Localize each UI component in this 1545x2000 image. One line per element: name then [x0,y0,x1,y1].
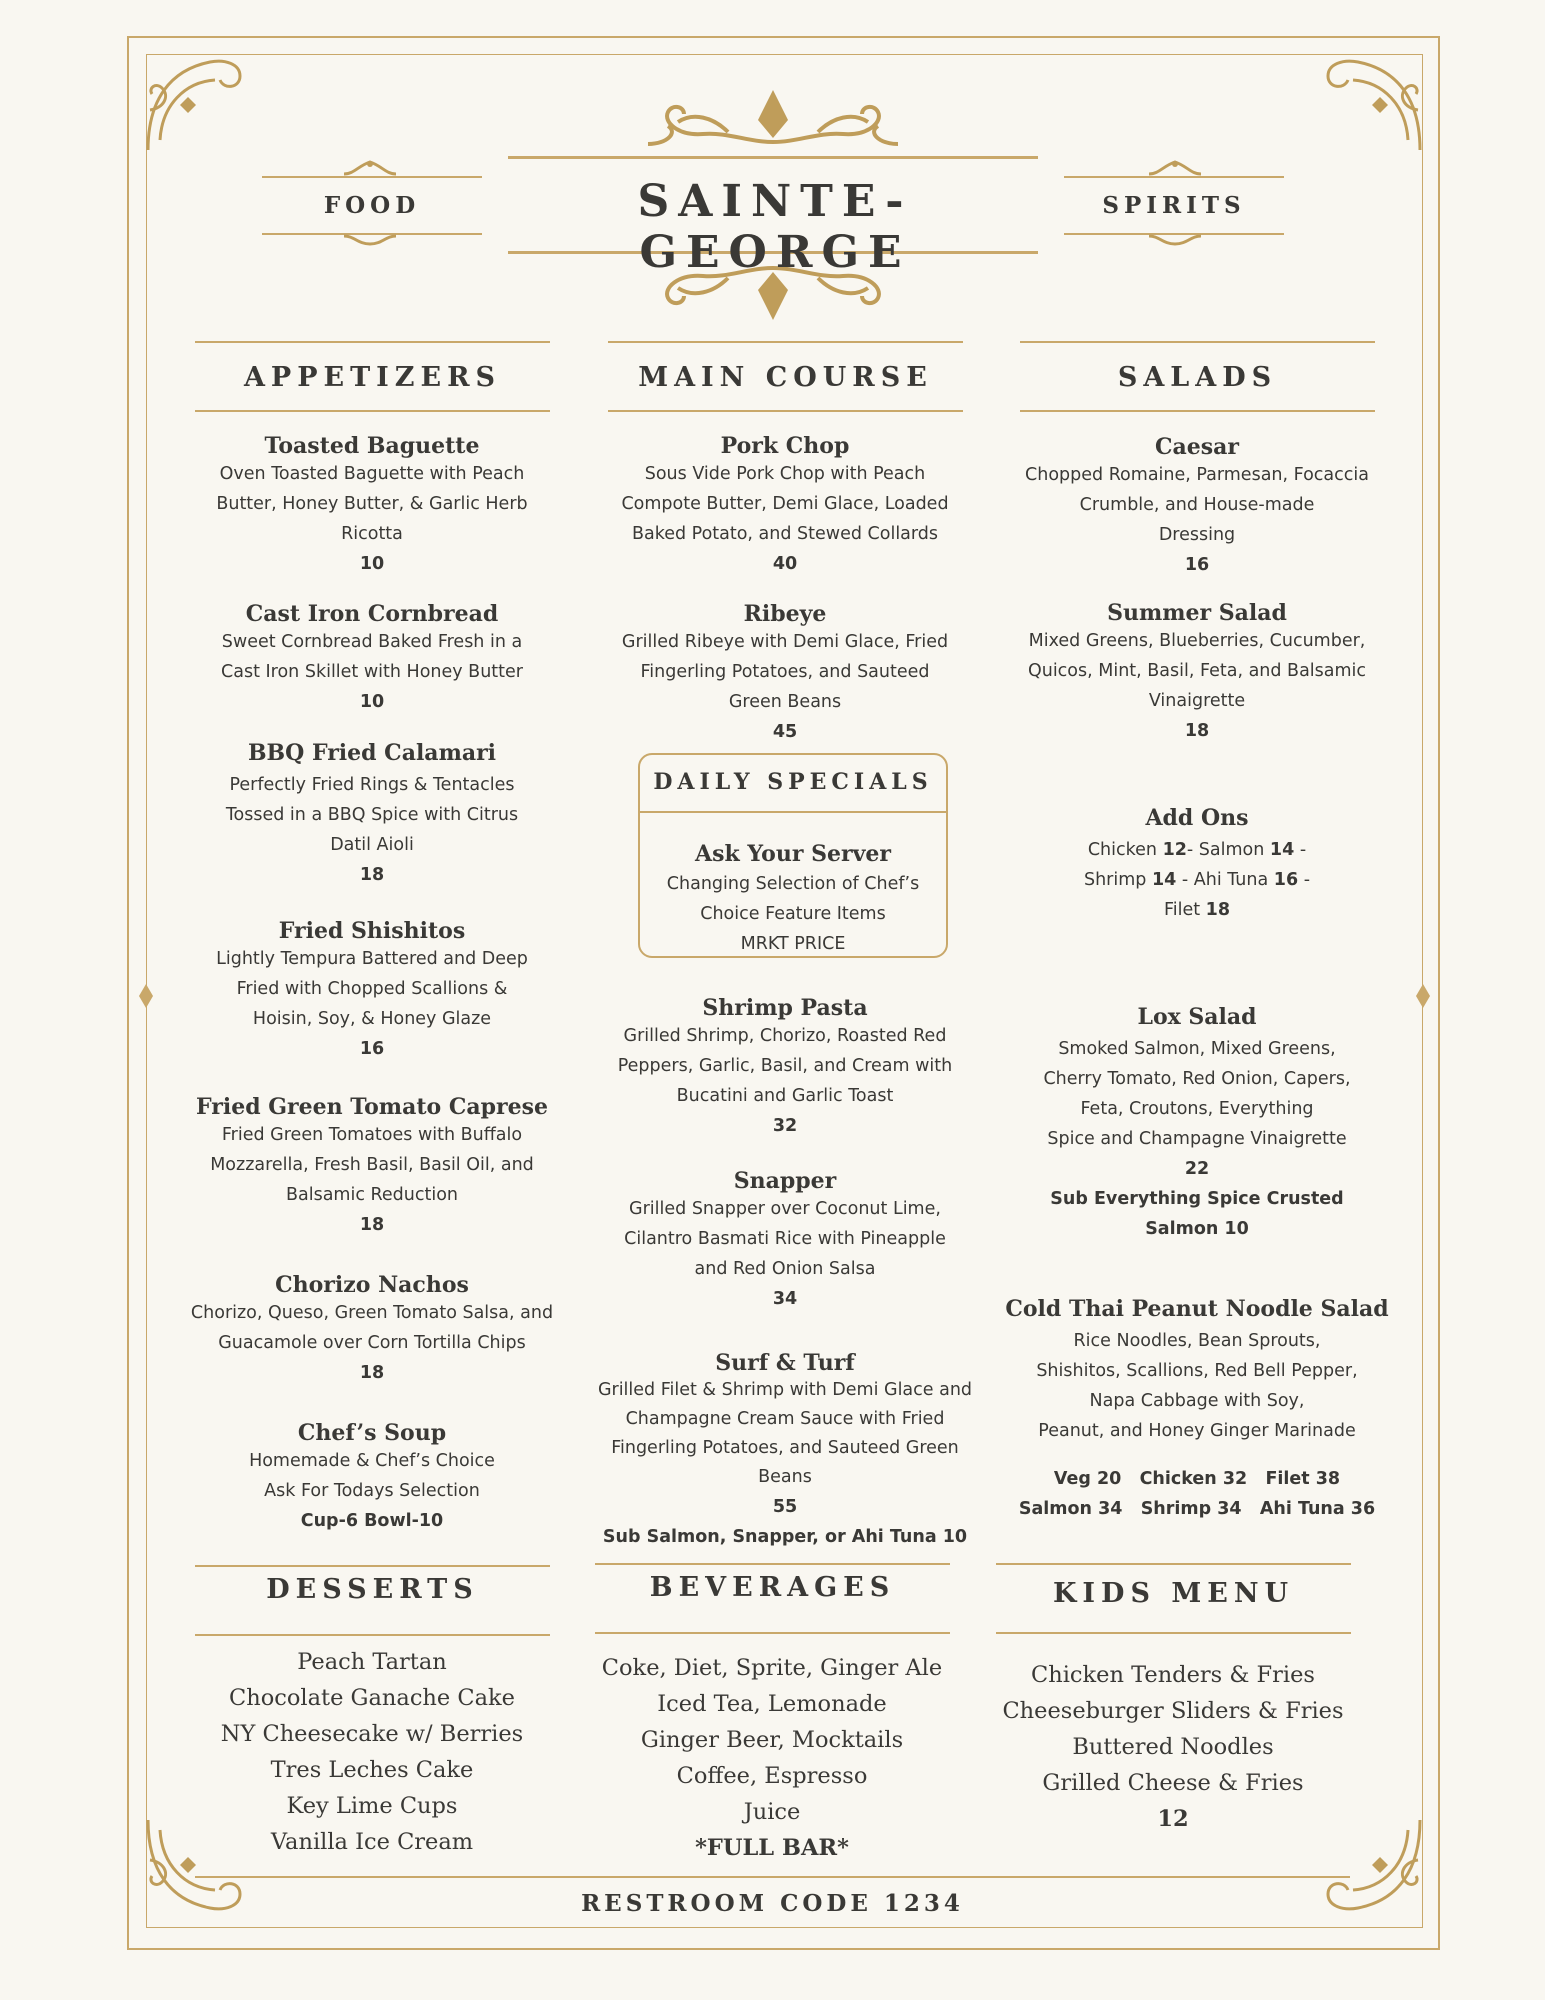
kids-menu-rule-top [996,1563,1351,1565]
item-price: 18 [359,865,385,885]
desserts-title: DESSERTS [266,1574,479,1605]
kids-menu-price: 12 [1157,1806,1189,1832]
diamond-right-icon [1416,984,1430,1008]
item-desc: Butter, Honey Butter, & Garlic Herb [216,494,528,514]
item-desc: Chorizo, Queso, Green Tomato Salsa, and [190,1303,554,1323]
item-desc: Choice Feature Items [700,904,886,924]
item-desc: Guacamole over Corn Tortilla Chips [218,1333,526,1353]
item-desc: Bucatini and Garlic Toast [676,1086,894,1106]
item-price: 45 [772,722,798,742]
list-item: Vanilla Ice Cream [270,1829,474,1855]
item-desc: Cast Iron Skillet with Honey Butter [221,662,523,682]
item-name: Snapper [733,1168,837,1194]
item-desc: Sous Vide Pork Chop with Peach [644,464,926,484]
food-label: FOOD [323,192,421,219]
item-desc: Tossed in a BBQ Spice with Citrus [225,805,519,825]
kids-menu-list [973,1657,1373,1837]
menu-item [997,1296,1397,1524]
add-on-label: - Ahi Tuna [1176,870,1274,890]
list-item: NY Cheesecake w/ Berries [220,1721,524,1747]
appetizers-rule-bottom [195,410,550,412]
item-desc: Dressing [1158,525,1236,545]
beverages-rule-top [595,1563,950,1565]
item-price: Salmon 34 Shrimp 34 Ahi Tuna 36 [1018,1499,1376,1519]
spirits-crown-icon [1145,160,1205,176]
item-price: 22 [1184,1159,1210,1179]
item-extra: Sub Everything Spice Crusted [1050,1189,1344,1209]
item-desc: Cilantro Basmati Rice with Pineapple [624,1229,946,1249]
item-desc: Spice and Champagne Vinaigrette [1047,1129,1347,1149]
main-course-rule-top [608,341,963,343]
item-price: 18 [359,1363,385,1383]
item-price: 18 [359,1215,385,1235]
item-desc: Balsamic Reduction [285,1185,458,1205]
item-name: Fried Shishitos [278,918,466,944]
add-on-label: Shrimp [1083,870,1152,890]
list-item: Coke, Diet, Sprite, Ginger Ale [601,1655,943,1681]
item-extra: Sub Salmon, Snapper, or Ahi Tuna 10 [602,1527,968,1547]
item-desc: Cherry Tomato, Red Onion, Capers, [1043,1069,1351,1089]
item-desc: Feta, Croutons, Everything [1080,1099,1314,1119]
add-on-separator: - [1294,840,1307,860]
item-price: 55 [772,1497,798,1517]
menu-item [172,1094,572,1240]
menu-item [585,601,985,747]
food-crown-icon [340,160,400,176]
item-name: Cold Thai Peanut Noodle Salad [1005,1296,1389,1322]
item-name: Ribeye [743,601,827,627]
kids-menu-rule-bottom [996,1632,1351,1634]
item-price: 40 [772,554,798,574]
menu-item [172,433,572,579]
item-price: 34 [772,1289,798,1309]
add-on-price: 14 [1269,840,1295,860]
item-name: BBQ Fried Calamari [247,740,497,766]
list-item: Chicken Tenders & Fries [1031,1662,1315,1688]
diamond-left-icon [139,984,153,1008]
header-top-scroll-icon [608,82,938,152]
item-desc: Champagne Cream Sauce with Fried [625,1409,945,1429]
desserts-rule-bottom [195,1634,550,1636]
item-desc: Compote Butter, Demi Glace, Loaded [621,494,949,514]
item-desc: Peanut, and Honey Ginger Marinade [1038,1421,1356,1441]
restaurant-name: SAINTE-GEORGE [637,176,913,278]
item-desc: Green Beans [728,692,842,712]
item-name: Fried Green Tomato Caprese [196,1094,548,1120]
menu-item [172,918,572,1064]
item-price: 32 [772,1116,798,1136]
item-name: Pork Chop [720,433,850,459]
item-desc: Mixed Greens, Blueberries, Cucumber, [1028,631,1366,651]
daily-specials-item [640,841,946,959]
main-course-rule-bottom [608,410,963,412]
item-desc: Oven Toasted Baguette with Peach [219,464,525,484]
food-rule-top [262,176,482,178]
item-desc: Sweet Cornbread Baked Fresh in a [221,632,523,652]
item-desc: Crumble, and House-made [1079,495,1315,515]
item-desc: Perfectly Fried Rings & Tentacles [229,775,515,795]
add-ons-line [997,835,1397,865]
kids-menu-title: KIDS MENU [1052,1578,1295,1609]
item-desc: Grilled Ribeye with Demi Glace, Fried [621,632,949,652]
item-desc: Fried with Chopped Scallions & [236,979,508,999]
item-desc: Grilled Shrimp, Chorizo, Roasted Red [623,1026,947,1046]
salads-rule-top [1020,341,1375,343]
list-item: Ginger Beer, Mocktails [640,1727,904,1753]
item-desc: Ricotta [341,524,403,544]
daily-specials-box [638,753,948,958]
add-on-price: 14 [1151,870,1177,890]
add-on-label: Chicken [1087,840,1163,860]
item-desc: Shishitos, Scallions, Red Bell Pepper, [1036,1361,1358,1381]
item-price: 16 [1184,555,1210,575]
menu-item [997,1004,1397,1244]
list-item: Buttered Noodles [1072,1734,1274,1760]
add-on-price: 18 [1205,900,1231,920]
item-name: Summer Salad [1107,600,1287,626]
item-name: Shrimp Pasta [702,995,868,1021]
add-on-label: Filet [1163,900,1206,920]
desserts-rule-top [195,1565,550,1567]
add-ons-title: Add Ons [1145,805,1249,831]
list-item: Cheeseburger Sliders & Fries [1002,1698,1344,1724]
item-desc: Rice Noodles, Bean Sprouts, [1073,1331,1321,1351]
appetizers-title: APPETIZERS [243,362,502,393]
spirits-flourish-icon [1145,234,1205,246]
footer-rule [195,1876,1350,1878]
salads-title: SALADS [1117,362,1278,393]
item-desc: Fried Green Tomatoes with Buffalo [221,1125,523,1145]
menu-item [172,1272,572,1388]
item-price: 10 [359,554,385,574]
beverages-list [572,1650,972,1866]
list-item: Key Lime Cups [286,1793,458,1819]
beverages-title: BEVERAGES [649,1572,896,1603]
item-price: MRKT PRICE [740,934,846,954]
menu-item [585,995,985,1141]
item-price: 18 [1184,721,1210,741]
item-price: 16 [359,1039,385,1059]
item-desc: Grilled Snapper over Coconut Lime, [629,1199,941,1219]
list-item: Tres Leches Cake [270,1757,474,1783]
item-name: Lox Salad [1137,1004,1257,1030]
list-item: Chocolate Ganache Cake [229,1685,515,1711]
header-rule-top [508,156,1038,159]
add-on-label: - Salmon [1186,840,1270,860]
menu-item [172,740,572,890]
item-desc: Baked Potato, and Stewed Collards [631,524,939,544]
add-ons-line [997,895,1397,925]
item-desc: Ask For Todays Selection [264,1481,480,1501]
menu-item [997,434,1397,580]
menu-item [585,433,985,579]
add-ons-line [997,865,1397,895]
item-desc: Changing Selection of Chef’s [666,874,920,894]
item-name: Chorizo Nachos [275,1272,469,1298]
menu-item [172,601,572,717]
add-on-separator: - [1298,870,1311,890]
item-name: Surf & Turf [715,1350,855,1376]
item-desc: Chopped Romaine, Parmesan, Focaccia [1025,465,1369,485]
spirits-label: SPIRITS [1102,192,1246,219]
menu-item [585,1350,985,1552]
item-extra: Salmon 10 [1145,1219,1249,1239]
item-name: Ask Your Server [695,841,891,867]
item-desc: Grilled Filet & Shrimp with Demi Glace and [597,1380,973,1400]
list-item: Iced Tea, Lemonade [657,1691,887,1717]
item-price: Veg 20 Chicken 32 Filet 38 [1053,1469,1341,1489]
item-desc: Hoisin, Soy, & Honey Glaze [252,1009,492,1029]
add-on-price: 16 [1273,870,1299,890]
item-name: Toasted Baguette [264,433,480,459]
corner-ornament-top-right-icon [1318,50,1428,160]
menu-item [997,600,1397,746]
item-name: Chef’s Soup [297,1420,447,1446]
daily-specials-title: DAILY SPECIALS [653,769,933,795]
desserts-list [172,1644,572,1860]
corner-ornament-top-left-icon [140,50,250,160]
item-desc: Smoked Salmon, Mixed Greens, [1058,1039,1336,1059]
menu-item [585,1168,985,1314]
item-desc: Peppers, Garlic, Basil, and Cream with [617,1056,953,1076]
full-bar-label: *FULL BAR* [695,1835,849,1861]
item-desc: Fingerling Potatoes, and Sauteed Green [611,1438,959,1458]
add-ons [997,805,1397,925]
item-desc: Datil Aioli [330,835,414,855]
add-on-price: 12 [1162,840,1187,860]
item-desc: Homemade & Chef’s Choice [249,1451,495,1471]
item-name: Cast Iron Cornbread [245,601,499,627]
main-course-title: MAIN COURSE [638,362,933,393]
food-flourish-icon [340,234,400,246]
item-desc: Quicos, Mint, Basil, Feta, and Balsamic [1027,661,1367,681]
item-desc: Napa Cabbage with Soy, [1089,1391,1305,1411]
item-desc: Mozzarella, Fresh Basil, Basil Oil, and [210,1155,534,1175]
list-item: Grilled Cheese & Fries [1042,1770,1304,1796]
daily-specials-divider [640,811,946,813]
list-item: Peach Tartan [297,1649,447,1675]
menu-item [172,1420,572,1536]
item-desc: Vinaigrette [1148,691,1246,711]
item-desc: Fingerling Potatoes, and Sauteed [640,662,930,682]
item-price: Cup-6 Bowl-10 [300,1511,444,1531]
item-price: 10 [359,692,385,712]
beverages-rule-bottom [595,1632,950,1634]
appetizers-rule-top [195,341,550,343]
item-desc: and Red Onion Salsa [694,1259,876,1279]
restroom-code: RESTROOM CODE 1234 [581,1890,964,1917]
item-name: Caesar [1155,434,1239,460]
list-item: Coffee, Espresso [676,1763,868,1789]
item-desc: Lightly Tempura Battered and Deep [216,949,528,969]
spirits-rule-top [1064,176,1284,178]
item-desc: Beans [758,1467,812,1487]
list-item: Juice [743,1799,801,1825]
salads-rule-bottom [1020,410,1375,412]
